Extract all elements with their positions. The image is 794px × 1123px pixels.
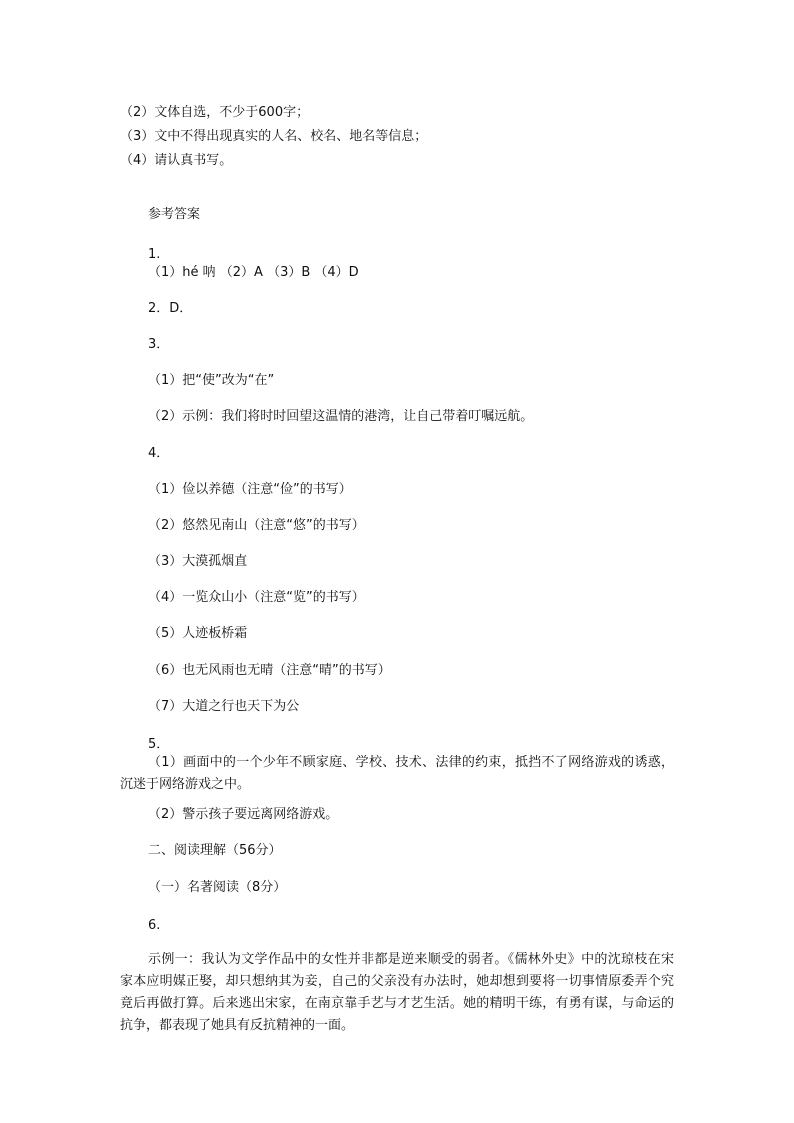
q6-number: 6. bbox=[148, 918, 161, 933]
q2-answer: 2．D． bbox=[148, 301, 193, 316]
q4-number: 4． bbox=[148, 446, 170, 461]
q6-example-1: 示例一：我认为文学作品中的女性并非都是逆来顺受的弱者。《儒林外史》中的沈琼枝在宋家本应明媒正娶，却只想纳其为妾，自己的父亲没有办法时，她却想到要将一切事情原委弄个究竟后再做打算。后来逃出宋家，在南京靠手艺与才艺生活。她的精明干练，有勇有谋，与命运的抗争，都表现了她具有反抗精神的一面。 bbox=[120, 952, 674, 1033]
requirement-item: （2）文体自选，不少于600字； bbox=[120, 105, 310, 120]
q4-item: （3）大漠孤烟直 bbox=[148, 554, 248, 569]
q5-item-2: （2）警示孩子要远离网络游戏。 bbox=[148, 807, 339, 822]
q4-item: （5）人迹板桥霜 bbox=[148, 626, 248, 641]
q3-item: （1）把“使”改为“在” bbox=[148, 373, 275, 388]
requirement-item: （4）请认真书写。 bbox=[120, 153, 233, 168]
q4-item: （4）一览众山小（注意“览”的书写） bbox=[148, 590, 365, 605]
answers-title: 参考答案 bbox=[148, 207, 201, 222]
section-heading: 二、阅读理解（56分） bbox=[148, 843, 282, 858]
q4-item: （6）也无风雨也无晴（注意“晴”的书写） bbox=[148, 663, 391, 678]
q3-number: 3． bbox=[148, 337, 170, 352]
q4-item: （1）俭以养德（注意“俭”的书写） bbox=[148, 482, 352, 497]
q1-number: 1. bbox=[148, 247, 161, 262]
q3-item: （2）示例：我们将时时回望这温情的港湾，让自己带着叮嘱远航。 bbox=[148, 409, 534, 424]
q5-number: 5． bbox=[148, 737, 170, 752]
subsection-heading: （一）名著阅读（8分） bbox=[148, 880, 287, 895]
q4-item: （2）悠然见南山（注意“悠”的书写） bbox=[148, 518, 365, 533]
q4-item: （7）大道之行也天下为公 bbox=[148, 699, 300, 714]
q1-answer: （1）hé 呐 （2）A （3）B （4）D bbox=[148, 265, 359, 280]
requirement-item: （3）文中不得出现真实的人名、校名、地名等信息； bbox=[120, 129, 428, 144]
q5-item-1: （1）画面中的一个少年不顾家庭、学校、技术、法律的约束，抵挡不了网络游戏的诱惑，沉迷于网络游戏之中。 bbox=[120, 755, 674, 792]
